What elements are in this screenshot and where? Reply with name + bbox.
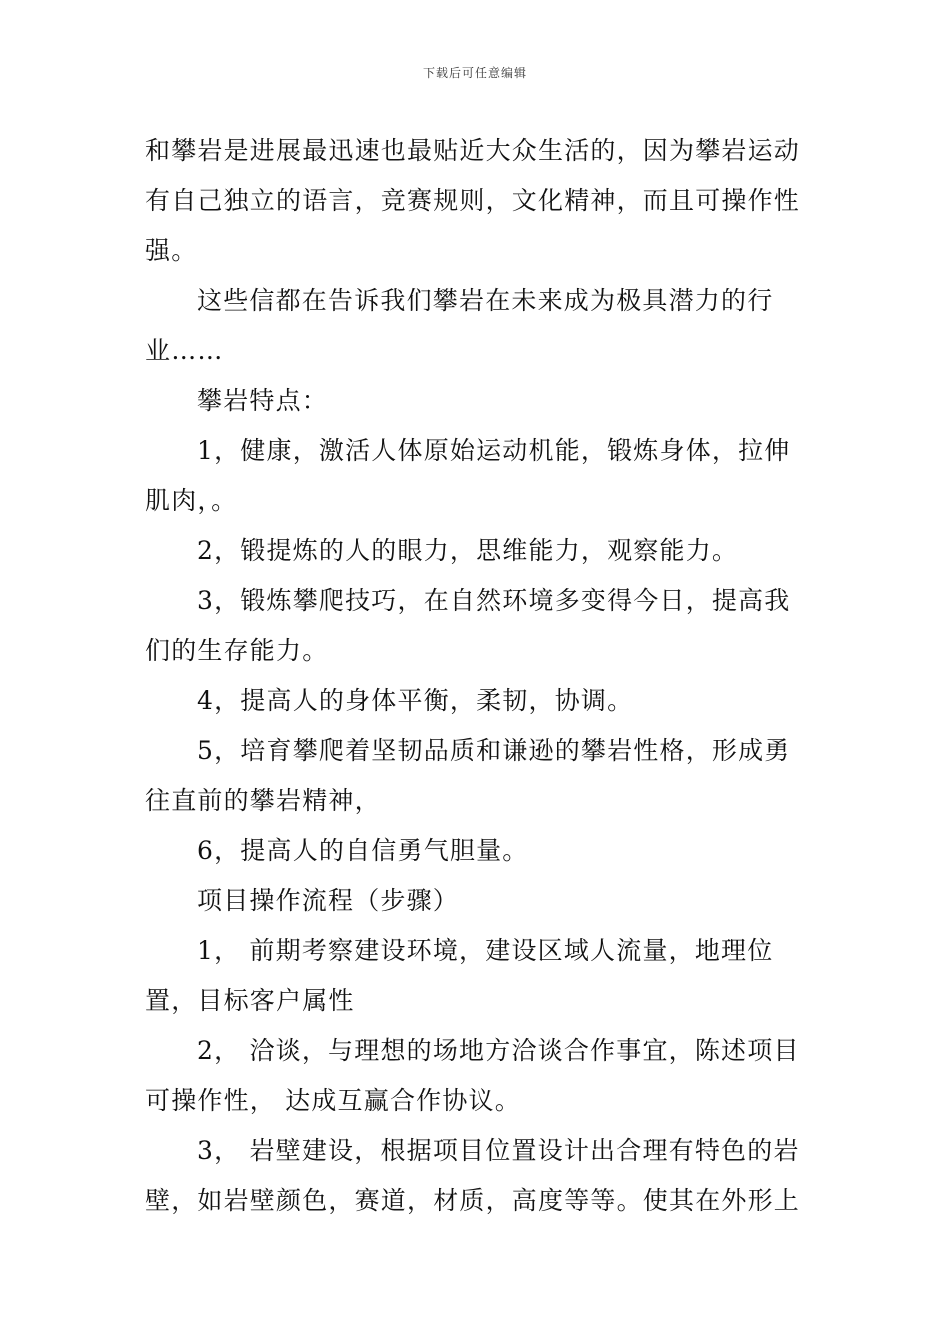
paragraph: 这些信都在告诉我们攀岩在未来成为极具潜力的行业…… [145, 286, 774, 365]
paragraph: 5，培育攀爬着坚韧品质和谦逊的攀岩性格，形成勇往直前的攀岩精神， [145, 736, 791, 815]
paragraph: 1，健康，激活人体原始运动机能，锻炼身体，拉伸肌肉，。 [145, 436, 791, 515]
paragraph: 2， 洽谈，与理想的场地方洽谈合作事宜，陈述项目可操作性， 达成互赢合作协议。 [145, 1036, 800, 1115]
paragraph: 和攀岩是进展最迅速也最贴近大众生活的，因为攀岩运动有自己独立的语言，竞赛规则，文化精神，而且可操作性强。 [145, 136, 801, 265]
paragraph: 3，锻炼攀爬技巧，在自然环境多变得今日，提高我们的生存能力。 [145, 586, 791, 665]
paragraph: 项目操作流程（步骤） [197, 886, 460, 915]
paragraph: 攀岩特点： [197, 386, 329, 415]
page-header: 下载后可任意编辑 [422, 66, 527, 80]
paragraph: 1， 前期考察建设环境，建设区域人流量，地理位置，目标客户属性 [145, 936, 774, 1015]
paragraph: 6，提高人的自信勇气胆量。 [197, 836, 529, 865]
paragraph: 3， 岩壁建设，根据项目位置设计出合理有特色的岩壁，如岩壁颜色，赛道，材质，高度等等。使其在外形上 [145, 1136, 801, 1215]
document-body [145, 126, 815, 1226]
paragraph: 2，锻提炼的人的眼力，思维能力，观察能力。 [197, 536, 739, 565]
paragraph: 4，提高人的身体平衡，柔韧，协调。 [197, 686, 634, 715]
